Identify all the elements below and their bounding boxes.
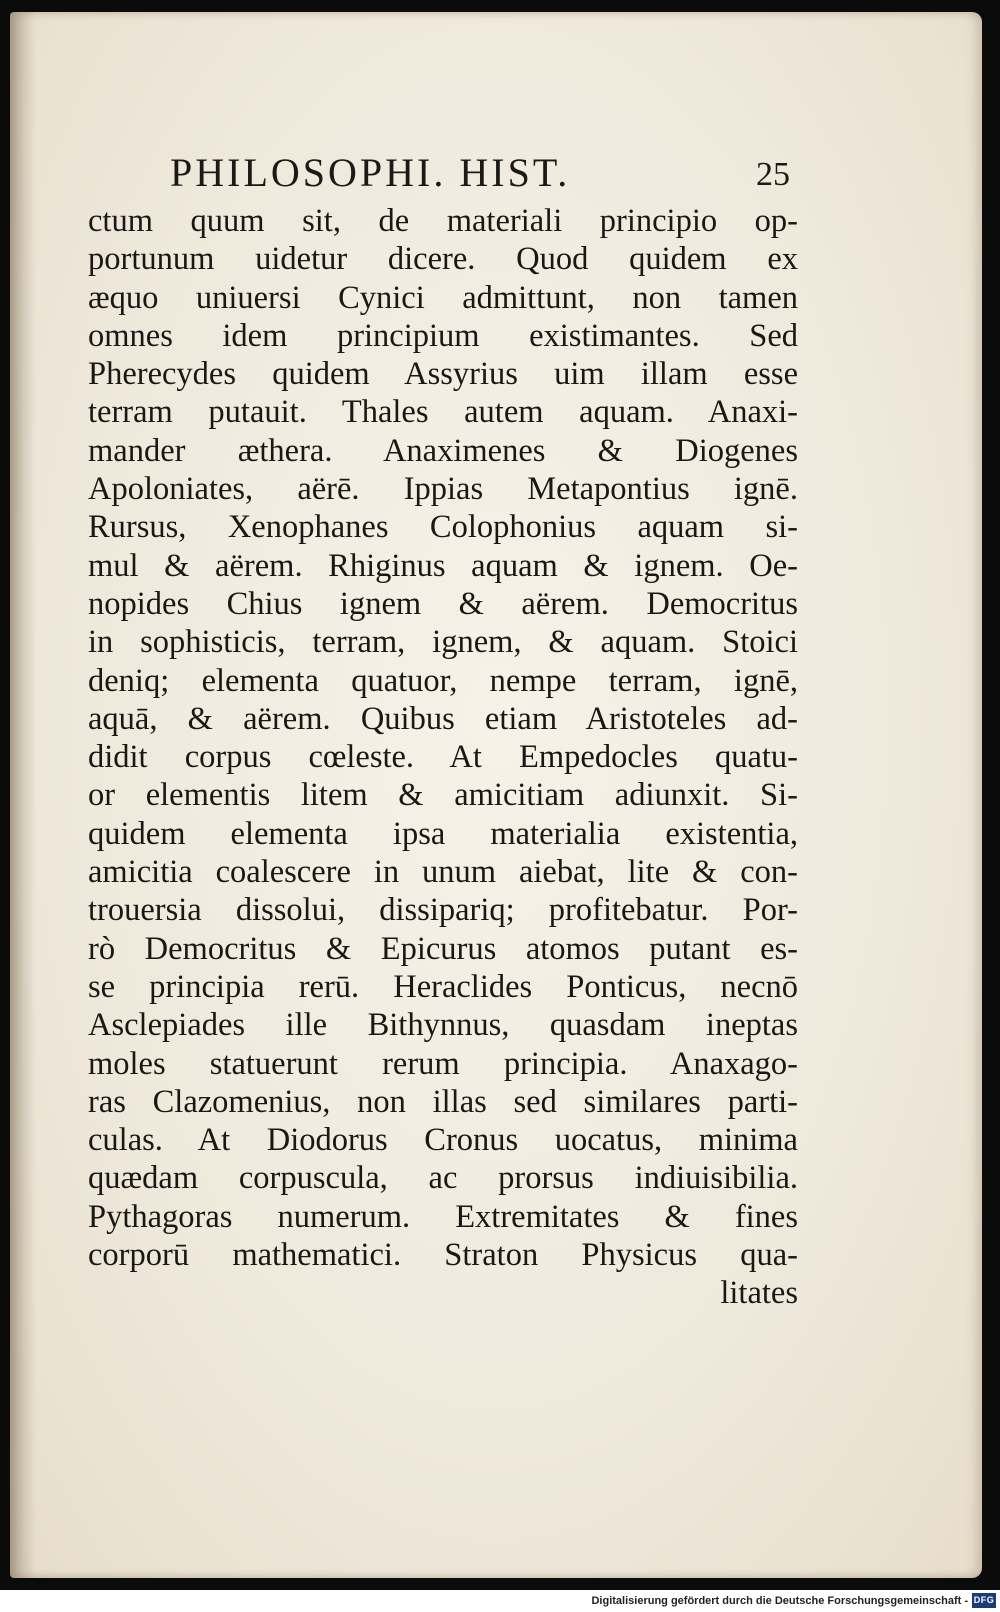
text-line: culas. At Diodorus Cronus uocatus, minima [88, 1122, 798, 1159]
text-line: amicitia coalescere in unum aiebat, lite & con- [88, 854, 798, 891]
text-line: ctum quum sit, de materiali principio op- [88, 203, 798, 239]
text-line: quædam corpuscula, ac prorsus indiuisibilia. [88, 1160, 798, 1197]
catchword: litates [720, 1275, 798, 1312]
text-line: didit corpus cœleste. At Empedocles quatu- [88, 739, 798, 776]
text-line: Pythagoras numerum. Extremitates & fines [88, 1198, 798, 1235]
text-line: se principia rerū. Heraclides Ponticus, necnō [88, 968, 798, 1005]
text-line: mul & aërem. Rhiginus aquam & ignem. Oe- [88, 547, 798, 584]
text-line: rò Democritus & Epicurus atomos putant es- [88, 930, 798, 967]
text-line: mander æthera. Anaximenes & Diogenes [88, 432, 798, 469]
running-head: PHILOSOPHI. HIST. [170, 150, 571, 195]
book-page [10, 12, 982, 1578]
text-line: trouersia dissolui, dissipariq; profitebatur. Por- [88, 892, 798, 929]
page-number: 25 [756, 156, 790, 193]
text-line: in sophisticis, terram, ignem, & aquam. Stoici [88, 624, 798, 661]
text-line: Apoloniates, aërē. Ippias Metapontius ignē. [88, 471, 798, 508]
text-line: omnes idem principium existimantes. Sed [88, 317, 798, 354]
text-line: nopides Chius ignem & aërem. Democritus [88, 585, 798, 622]
text-line: Rursus, Xenophanes Colophonius aquam si- [88, 509, 798, 546]
dfg-logo: DFG [972, 1593, 996, 1608]
text-line: terram putauit. Thales autem aquam. Anaxi- [88, 394, 798, 431]
text-line: portunum uidetur dicere. Quod quidem ex [88, 241, 798, 278]
text-line: Asclepiades ille Bithynnus, quasdam ineptas [88, 1007, 798, 1044]
funding-credit: Digitalisierung gefördert durch die Deutsche Forschungsgemeinschaft - [591, 1595, 968, 1607]
text-line: moles statuerunt rerum principia. Anaxago- [88, 1045, 798, 1082]
body-text [88, 202, 798, 1313]
text-line: quidem elementa ipsa materialia existentia, [88, 815, 798, 852]
gutter-shadow [10, 12, 36, 1578]
text-line: æquo uniuersi Cynici admittunt, non tamen [88, 279, 798, 316]
text-line: corporū mathematici. Straton Physicus qua- [88, 1237, 798, 1274]
text-line: deniq; elementa quatuor, nempe terram, ignē, [88, 662, 798, 699]
text-line: Pherecydes quidem Assyrius uim illam esse [88, 356, 798, 393]
footer-bar [0, 1590, 1000, 1612]
text-line: or elementis litem & amicitiam adiunxit. Si- [88, 777, 798, 814]
text-line: aquā, & aërem. Quibus etiam Aristoteles ad- [88, 700, 798, 737]
text-line: ras Clazomenius, non illas sed similares parti- [88, 1083, 798, 1120]
page-header [170, 148, 790, 198]
